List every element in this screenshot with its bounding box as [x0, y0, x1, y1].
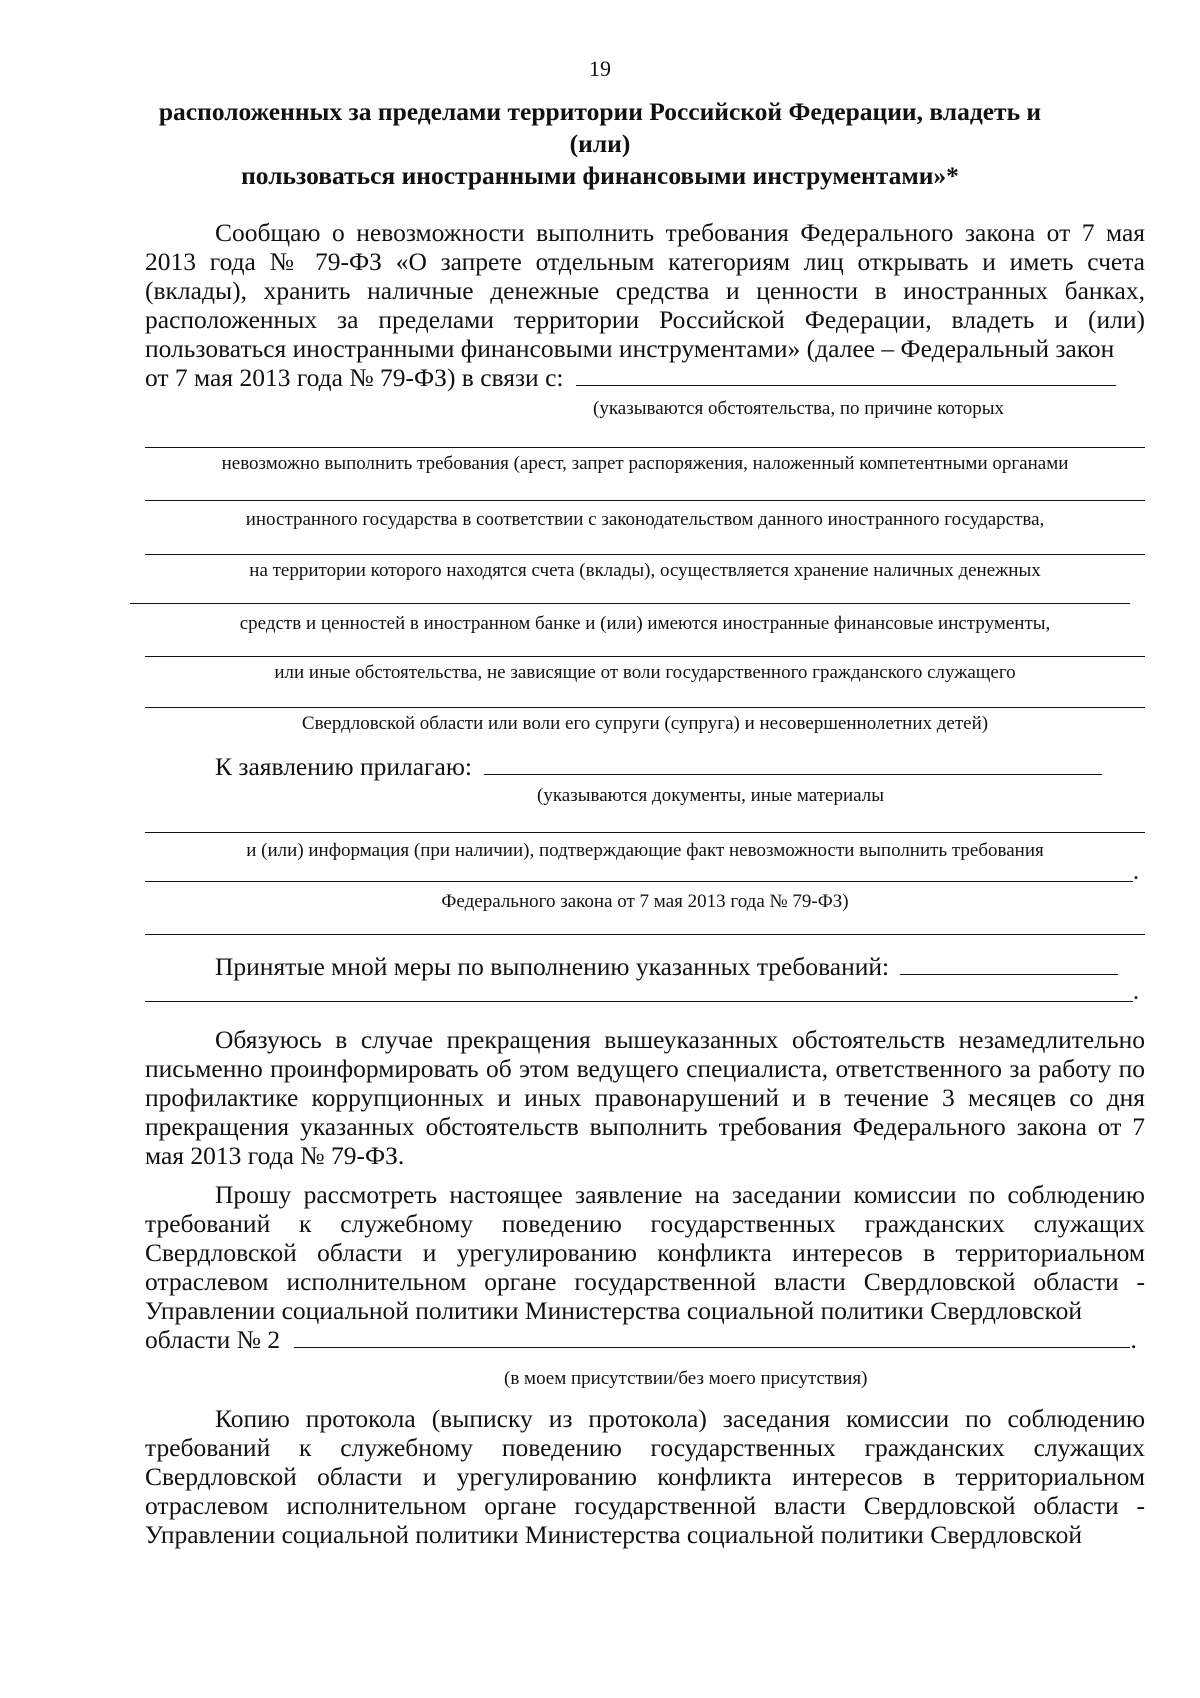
blank-line[interactable]	[145, 881, 1133, 882]
request-text: Прошу рассмотреть настоящее заявление на заседании комиссии по соблюдению требований к служебному поведению государственных гражданских служащих Свердловской области и урегулированию конфликта интересов в территориальном отраслевом исполнительном органе государственной власти Свердловской области - Управлении социальной политики Министерства социальной политики Свердловской	[145, 1180, 1145, 1325]
copy-text: Копию протокола (выписку из протокола) заседания комиссии по соблюдению требований к служебному поведению государственных гражданских служащих Свердловской области и урегулированию конфликта интересов в территориальном отраслевом исполнительном органе государственной власти Свердловской области - Управлении социальной политики Министерства социальной политики Свердловской	[145, 1404, 1145, 1549]
measures-label: Принятые мной меры по выполнению указанных требований:	[215, 952, 890, 981]
request-last-line-text: области № 2	[145, 1325, 281, 1354]
measures-line	[145, 952, 1145, 981]
form-heading-line: расположенных за пределами территории Российской Федерации, владеть и (или)	[158, 97, 1042, 158]
obligation-text: Обязуюсь в случае прекращения вышеуказанных обстоятельств незамедлительно письменно проинформировать об этом ведущего специалиста, ответственного за работу по профилактике коррупционных и иных правонарушений и в течение 3 месяцев со дня прекращения указанных обстоятельств выполнить требования Федерального закона от 7 мая 2013 года № 79-ФЗ.	[145, 1025, 1145, 1170]
trailing-period: .	[1133, 979, 1139, 1005]
attachments-label: К заявлению прилагаю:	[215, 752, 472, 781]
circumstances-hint-line: невозможно выполнить требования (арест, запрет распоряжения, наложенный компетентными органами	[221, 453, 1069, 474]
circumstances-hint-line: иностранного государства в соответствии с законодательством данного иностранного государства,	[245, 509, 1045, 530]
intro-paragraph	[145, 218, 1145, 392]
form-heading	[130, 96, 1070, 192]
intro-last-line	[145, 363, 1145, 392]
attachments-hint-line: (указываются документы, иные материалы	[537, 785, 884, 806]
blank-line[interactable]	[145, 447, 1145, 448]
measures-field[interactable]	[900, 954, 1118, 975]
circumstances-field[interactable]	[576, 365, 1116, 386]
presence-hint: (в моем присутствии/без моего присутствия)	[504, 1368, 868, 1389]
circumstances-hint-line: средств и ценностей в иностранном банке и (или) имеются иностранные финансовые инструменты,	[239, 613, 1051, 634]
blank-line[interactable]	[145, 934, 1145, 935]
trailing-period: .	[1130, 1325, 1137, 1354]
circumstances-hint-line: Свердловской области или воли его супруги (супруга) и несовершеннолетних детей)	[301, 713, 989, 734]
blank-line[interactable]	[145, 500, 1145, 501]
attachments-hint-line: Федерального закона от 7 мая 2013 года № 79-ФЗ)	[441, 891, 849, 912]
presence-field[interactable]	[294, 1327, 1130, 1348]
copy-paragraph	[145, 1404, 1145, 1549]
attachments-field[interactable]	[484, 754, 1102, 775]
obligation-paragraph	[145, 1025, 1145, 1170]
attachments-hint-line: и (или) информация (при наличии), подтверждающие факт невозможности выполнить требования	[246, 840, 1044, 861]
circumstances-hint-line: (указываются обстоятельства, по причине которых	[593, 398, 1004, 419]
attachments-line	[145, 752, 1145, 781]
blank-line[interactable]	[145, 554, 1145, 555]
blank-line[interactable]	[145, 656, 1145, 657]
blank-line[interactable]	[130, 603, 1130, 604]
page-number: 19	[589, 56, 611, 81]
request-last-line	[145, 1325, 1145, 1354]
blank-line[interactable]	[145, 707, 1145, 708]
intro-text: Сообщаю о невозможности выполнить требования Федерального закона от 7 мая 2013 года № 79-ФЗ «О запрете отдельным категориям лиц открывать и иметь счета (вклады), хранить наличные денежные средства и ценности в иностранных банках, расположенных за пределами территории Российской Федерации, владеть и (или) пользоваться иностранными финансовыми инструментами» (далее – Федеральный закон	[145, 218, 1145, 363]
blank-line[interactable]	[145, 1001, 1133, 1002]
trailing-period: .	[1133, 859, 1139, 885]
blank-line[interactable]	[145, 832, 1145, 833]
circumstances-hint-line: или иные обстоятельства, не зависящие от воли государственного гражданского служащего	[274, 662, 1016, 683]
circumstances-hint-line: на территории которого находятся счета (вклады), осуществляется хранение наличных денежных	[249, 560, 1041, 581]
intro-last-line-text: от 7 мая 2013 года № 79-ФЗ) в связи с:	[145, 363, 564, 392]
form-heading-line: пользоваться иностранными финансовыми инструментами»*	[241, 161, 959, 190]
request-paragraph	[145, 1180, 1145, 1354]
